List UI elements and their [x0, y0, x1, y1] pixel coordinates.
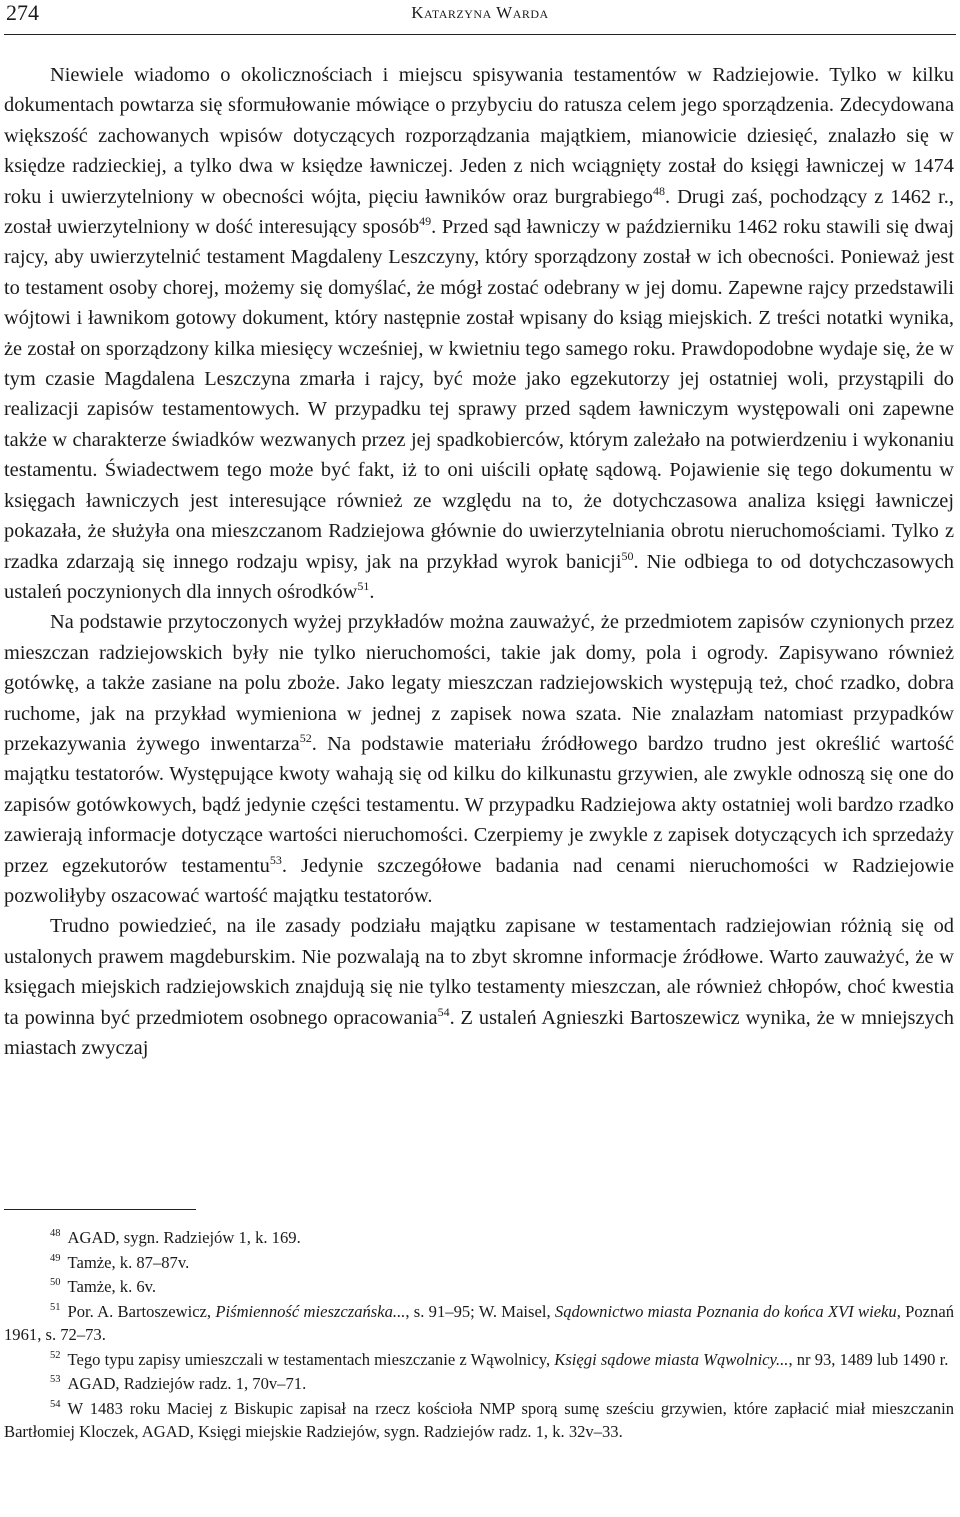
text-run: Trudno powiedzieć, na ile zasady podziału majątku zapisane w testamentach radziejowian różnią się od ustalonych prawem magdeburskim. Nie pozwalają na to zbyt skromne informacje źródłowe. Warto zauważyć, że w księgach miejskich radziejowskich znajdują się nie tylko testamenty mieszczan, ale również chłopów, choć kwestia ta powinna być przedmiotem osobnego opracowania [4, 915, 954, 1029]
main-text [4, 60, 954, 1063]
footnote-ref-49[interactable]: 49 [419, 214, 432, 229]
footnote-text: AGAD, Radziejów radz. 1, 70v–71. [67, 1374, 307, 1393]
footnote-number: 52 [50, 1349, 61, 1361]
footnote-number: 50 [50, 1277, 61, 1289]
footnote-text: W 1483 roku Maciej z Biskupic zapisał na rzecz kościoła NMP sporą sumę sześciu grzywien, które zapłacić miał mieszczanin Bartłomiej Kloczek, AGAD, Księgi miejskie Radziejów, sygn. Radziejów radz. 1, k. 32v–33. [4, 1398, 954, 1441]
footnote-number: 48 [50, 1228, 61, 1240]
page-header [4, 0, 956, 35]
footnote-number: 53 [50, 1374, 61, 1386]
footnote-title: Piśmienność mieszczańska... [215, 1301, 406, 1321]
footnote-48 [4, 1226, 954, 1250]
footnote-text: Tego typu zapisy umieszczali w testamentach mieszczanie z Wąwolnicy, [67, 1349, 555, 1369]
footnote-53 [4, 1372, 954, 1396]
footnote-text: , Poznań 1961, s. 72–73. [4, 1301, 954, 1344]
text-run: . Drugi zaś, pochodzący z 1462 r., został uwierzytelniony w dość interesujący sposób [4, 185, 954, 239]
footnote-text: Tamże, k. 87–87v. [67, 1252, 190, 1272]
footnote-ref-48[interactable]: 48 [652, 183, 665, 198]
footnote-ref-52[interactable]: 52 [299, 731, 312, 746]
footnote-ref-51[interactable]: 51 [357, 579, 370, 594]
paragraph-1 [4, 60, 954, 607]
text-run: Niewiele wiadomo o okolicznościach i miejscu spisywania testamentów w Radziejowie. Tylko w kilku dokumentach powtarza się sformułowanie mówiące o przybyciu do ratusza celem jego sporządzenia. Zdecydowana większość zachowanych wpisów dotyczących rozporządzania majątkiem, mianowicie dziesięć, znalazło się w księdze radzieckiej, a tylko dwa w księdze ławniczej. Jeden z nich wciągnięty został do księgi ławniczej w 1474 roku i uwierzytelniony w obecności wójta, pięciu ławników oraz burgrabiego [4, 64, 954, 208]
footnote-text: Por. A. Bartoszewicz, [67, 1301, 216, 1321]
text-run: . Jedynie szczegółowe badania nad cenami nieruchomości w Radziejowie pozwoliłyby oszacować wartość majątku testatorów. [4, 854, 954, 907]
footnote-ref-50[interactable]: 50 [621, 548, 634, 563]
footnote-title: Księgi sądowe miasta Wąwolnicy... [554, 1349, 789, 1369]
footnotes [4, 1226, 954, 1445]
footnote-number: 54 [50, 1398, 61, 1410]
footnote-52 [4, 1348, 954, 1372]
footnote-text: AGAD, sygn. Radziejów 1, k. 169. [67, 1228, 301, 1247]
text-run: . [369, 580, 375, 603]
footnote-number: 51 [50, 1301, 61, 1313]
text-run: . Nie odbiega to od dotychczasowych ustaleń poczynionych dla innych ośrodków [4, 550, 954, 603]
footnote-54 [4, 1397, 954, 1444]
running-head: Katarzyna Warda [411, 3, 549, 22]
footnote-text: Tamże, k. 6v. [67, 1277, 157, 1296]
footnote-ref-54[interactable]: 54 [437, 1004, 450, 1019]
page-number: 274 [6, 0, 39, 25]
paragraph-3 [4, 911, 954, 1063]
footnote-49 [4, 1251, 954, 1275]
footnote-51 [4, 1300, 954, 1347]
footnote-title: Sądownictwo miasta Poznania do końca XVI wieku [554, 1301, 897, 1321]
footnote-50 [4, 1275, 954, 1299]
text-run: . Przed sąd ławniczy w październiku 1462 roku stawili się dwaj rajcy, aby uwierzytelnić testament Magdaleny Leszczyny, który sporządzony został w ich obecności. Ponieważ jest to testament osoby chorej, możemy się domyślać, że mógł zostać odebrany w jej domu. Zapewne rajcy przedstawili wójtowi i ławnikom gotowy dokument, który następnie został wpisany do ksiąg miejskich. Z treści notatki wynika, że został on sporządzony kilka miesięcy wcześniej, w kwietniu tego samego roku. Prawdopodobne wydaje się, że w tym czasie Magdalena Leszczyna zmarła i rajcy, być może jako egzekutorzy jej ostatniej woli, przystąpili do realizacji zapisów testamentowych. W przypadku tej sprawy przed sądem ławniczym występowali oni zapewne także w charakterze świadków wezwanych przez jej spadkobierców, którym zależało na potwierdzeniu i wykonaniu testamentu. Świadectwem tego może być fakt, iż to oni uiścili opłatę sądową. Pojawienie się tego dokumentu w księgach ławniczych jest interesujące również ze względu na to, że dotychczasowa analiza księgi ławniczej pokazała, że służyła ona mieszczanom Radziejowa głównie do uwierzytelniania obrotu nieruchomościami. Tylko z rzadka zdarzają się innego rodzaju wpisy, jak na przykład wyrok banicji [4, 216, 954, 573]
paragraph-2 [4, 607, 954, 911]
footnote-ref-53[interactable]: 53 [269, 852, 282, 867]
footnote-text: , s. 91–95; W. Maisel, [405, 1301, 555, 1321]
text-run: Na podstawie przytoczonych wyżej przykładów można zauważyć, że przedmiotem zapisów czynionych przez mieszczan radziejowskich były nie tylko nieruchomości, takie jak domy, pola i ogrody. Zapisywano również gotówkę, a także zasiane na polu zboże. Jako legaty mieszczan radziejowskich występują też, choć rzadko, dobra ruchome, jak na przykład wymieniona w jednej z zapisek nowa szata. Nie znalazłam natomiast przypadków przekazywania żywego inwentarza [4, 611, 954, 755]
footnote-separator [4, 1209, 196, 1210]
text-run: . Na podstawie materiału źródłowego bardzo trudno jest określić wartość majątku testatorów. Występujące kwoty wahają się od kilku do kilkunastu grzywien, ale zwykle odnoszą się one do zapisów gotówkowych, bądź jedynie części testamentu. W przypadku Radziejowa akty ostatniej woli bardzo rzadko zawierają informacje dotyczące wartości nieruchomości. Czerpiemy je zwykle z zapisek dotyczących ich sprzedaży przez egzekutorów testamentu [4, 732, 955, 877]
footnote-text: , nr 93, 1489 lub 1490 r. [788, 1349, 949, 1369]
footnote-number: 49 [50, 1252, 61, 1264]
text-run: . Z ustaleń Agnieszki Bartoszewicz wynika, że w mniejszych miastach zwyczaj [4, 1006, 954, 1059]
